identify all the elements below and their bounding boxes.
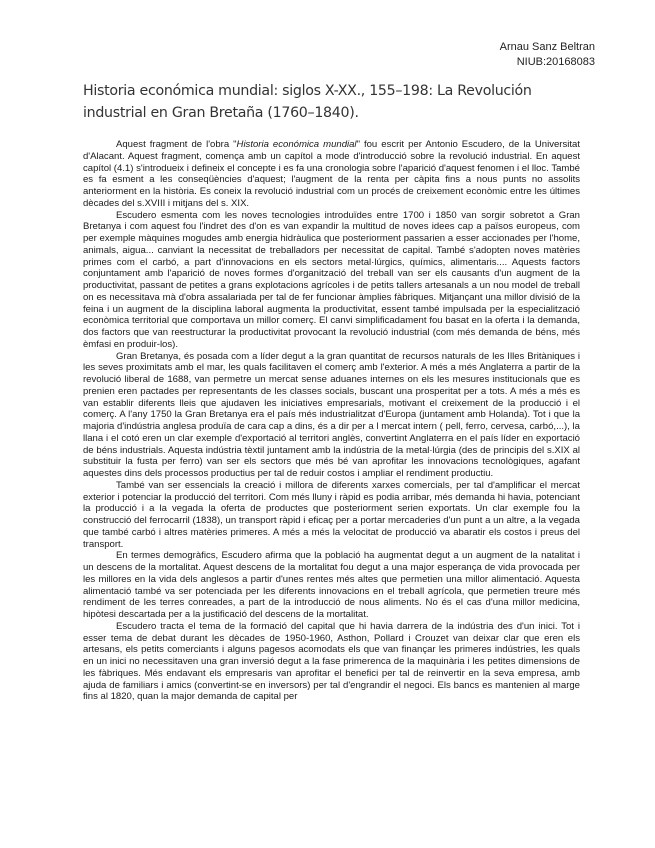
author-name: Arnau Sanz Beltran xyxy=(499,41,595,53)
document-title: Historia económica mundial: siglos X-XX., 155–198: La Revolución industrial en Gran Bretaña (1760–1840). xyxy=(83,83,532,121)
paragraph-6: Escudero tracta el tema de la formació del capital que hi havia darrera de la indústria des d'un inici. Tot i esser tema de debat durant les dècades de 1950-1960, Asthon, Pollard i Crouzet van deixar clar que eren els artesans, els petits comerciants i alguns pagesos acomodats els que van finançar les primeres indústries, les quals en un inici no necessitaven una gran inversió degut a la fase primerenca de la maquinària i les petites dimensions de les fàbriques. Més endavant els empresaris van aprofitar el benefici per tal de reinvertir en la seva empresa, amb ajuda de familiars i amics (convertint-se en inversors) per tal d'engrandir el negoci. Els bancs es mantenien al marge fins al 1820, quan la major demanda de capital per xyxy=(83,620,580,703)
paragraph-2: Escudero esmenta com les noves tecnologies introduïdes entre 1700 i 1850 van sorgir sobretot a Gran Bretanya i com aquest fou l'indret des d'on es van expandir la multitud de noves idees cap a països europeus, com per exemple màquines mogudes amb energia hidràulica que posteriorment passarien a esser accionades per l'home, animals, aigua... canviant la necessitat de treballadors per necessitat de capital. També s'adopten noves matèries primes com el carbó, a part d'innovacions en els sectors metal·lúrgics, químics, alimentaris.... Aquests factors conjuntament amb l'aparició de noves formes d'organització del treball van ser els causants d'un augment de la productivitat, passant de petites a grans explotacions agrícoles i de petits tallers artesanals a un nou model de treball on es necessitava mà d'obra assalariada per tal de fer funcionar àmplies fàbriques. Mitjançant una millor divisió de la feina i un augment de la disciplina laboral augmenta la productivitat, essent també impulsada per la especialització econòmica territorial que comportava un millor comerç. El canvi simplificadament fou basat en la oferta i la demanda, dos factors que van reestructurar la productivitat provocant la revolució industrial (com més demanda de béns, més èmfasi en produir-los). xyxy=(83,209,580,350)
paragraph-5: En termes demogràfics, Escudero afirma que la població ha augmentat degut a un augment de la natalitat i un descens de la mortalitat. Aquest descens de la mortalitat fou degut a una major esperança de vida provocada per les millores en la vida dels anglesos a partir d'unes rentes més altes que permetien una millor alimentació. Aquesta alimentació també va ser potenciada per les diferents innovacions en el treball agrícola, que permetien treure més rendiment de les terres conreades, a part de la introducció de nous aliments. No és el cas d'una millor medicina, hipòtesi descartada per a la justificació del descens de la mortalitat. xyxy=(83,550,580,620)
work-title: Historia económica mundial xyxy=(236,139,357,150)
paragraph-4: També van ser essencials la creació i millora de diferents xarxes comercials, per tal d'amplificar el mercat exterior i potenciar la producció del territori. Com més lluny i ràpid es podia arribar, més demanda hi havia, potenciant la producció i a la vegada la oferta de productes que posteriorment serien exportats. Un clar exemple fou la construcció del ferrocarril (1838), un transport ràpid i eficaç per a portar mercaderies d'un punt a un altre, a la vegada que també carbó i altres matèries primeres. A més a més la velocitat de producció va abaratir els costos i preus del transport. xyxy=(83,479,580,550)
author-block xyxy=(500,40,595,70)
student-id: NIUB:20168083 xyxy=(516,56,595,68)
paragraph-1: Aquest fragment de l'obra "Historia económica mundial" fou escrit per Antonio Escudero, de la Universitat d'Alacant. Aquest fragment, comença amb un capítol a mode d'introducció sobre la revolució industrial. En aquest capítol (4.1) s'introdueix i defineix el concepte i es fa una cronologia sobre l'aparició d'aquest fenomen i el lloc. També es fa esment a les conseqüències d'aquest; l'augment de la renta per càpita fins a nous punts no assolits anteriorment en la història. Es coneix la revolució industrial com un procés de creixement econòmic entre les últimes dècades del s.XVIII i mitjans del s. XIX. xyxy=(83,139,580,209)
paragraph-3: Gran Bretanya, és posada com a líder degut a la gran quantitat de recursos naturals de les Illes Britàniques i les seves proximitats amb el mar, les quals facilitaven el comerç amb l'exterior. A més a més Anglaterra a partir de la revolució liberal de 1688, van permetre un mercat sense aduanes internes on els les mesures institucionals que es prenien eren pactades per representants de les classes socials, buscant una prosperitat per a tots. A més a més es van establir diferents lleis que ajudaven les iniciatives empresarials, motivant el creixement de la producció i el comerç. A l'any 1750 la Gran Bretanya era el país més industrialitzat d'Europa (juntament amb Holanda). Tot i que la majoria d'indústria anglesa produïa de cara cap a dins, és a dir per a l mercat intern ( pell, ferro, cervesa, carbó,...), la llana i el cotó eren un clar exemple d'exportació al territori anglès, convertint Anglaterra en el país líder en exportació de béns industrials. Aquesta indústria tèxtil juntament amb la indústria de la metal·lúrgia (des de principis del s.XIX al substituir la fusta per ferro) van ser els sectors que més bé van aprofitar les innovacions tecnològiques, agafant aquestes dins dels processos productius per tal de reduir costos i ampliar el rendiment productiu. xyxy=(83,350,580,479)
document-body xyxy=(83,139,580,703)
